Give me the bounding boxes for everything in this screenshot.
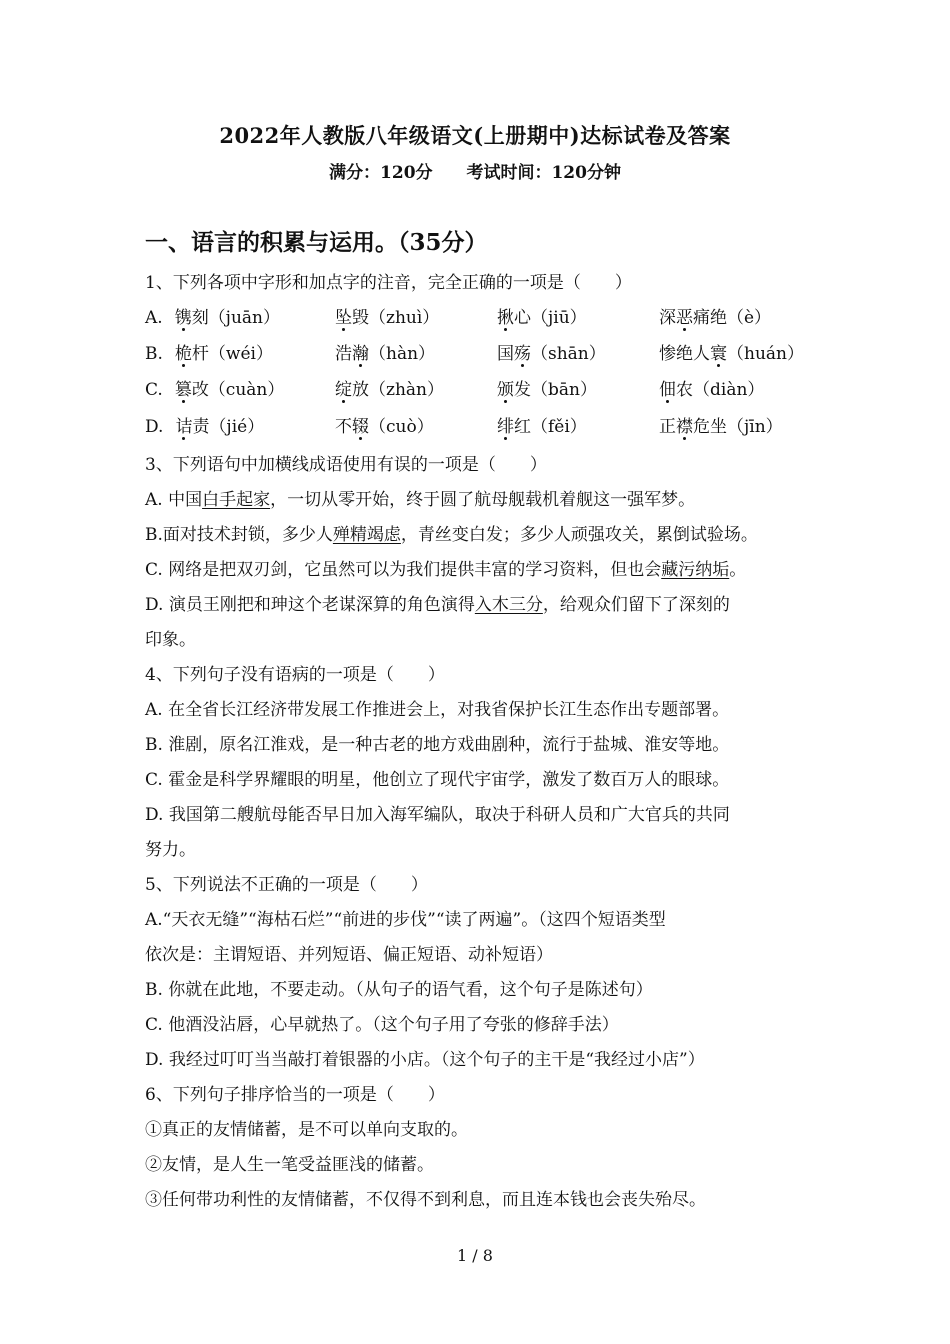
dotted-char: 颁 bbox=[497, 375, 514, 400]
option-text: 放（zhàn） bbox=[352, 380, 444, 400]
q1-option-item bbox=[497, 339, 659, 364]
option-text: 红（fěi） bbox=[514, 417, 587, 437]
exam-info bbox=[0, 158, 950, 183]
underlined-idiom: 殚精竭虑 bbox=[332, 525, 401, 545]
option-text: 深 bbox=[659, 308, 676, 328]
dotted-char: 绯 bbox=[497, 412, 514, 437]
dotted-char: 恶 bbox=[676, 303, 693, 328]
q1-option-item bbox=[335, 375, 497, 400]
dotted-char: 襟 bbox=[676, 412, 693, 437]
option-text: 毁（zhuì） bbox=[352, 308, 440, 328]
q4-option-a: A. 在全省长江经济带发展工作推进会上，对我省保护长江生态作出专题部署。 bbox=[145, 700, 730, 720]
q3-option-c: C. 网络是把双刃剑，它虽然可以为我们提供丰富的学习资料，但也会藏污纳垢。 bbox=[145, 560, 747, 580]
q6-stem: 6、下列句子排序恰当的一项是（ ） bbox=[145, 1085, 445, 1105]
q1-option-item bbox=[335, 303, 497, 328]
exam-title: 2022年人教版八年级语文(上册期中)达标试卷及答案 bbox=[219, 123, 731, 148]
option-text: 危坐（jīn） bbox=[693, 417, 783, 437]
q5-option-a-cont: 依次是：主谓短语、并列短语、偏正短语、动补短语） bbox=[145, 945, 553, 965]
option-text: 改（cuàn） bbox=[191, 380, 285, 400]
q1-option-item bbox=[659, 303, 821, 328]
q6-sentence-2: ②友情，是人生一笔受益匪浅的储蓄。 bbox=[145, 1155, 434, 1175]
q4-option-d: D. 我国第二艘航母能否早日加入海军编队，取决于科研人员和广大官兵的共同 bbox=[145, 805, 730, 825]
underlined-idiom: 入木三分 bbox=[474, 595, 543, 615]
underlined-idiom: 白手起家 bbox=[202, 490, 271, 510]
option-text: 国 bbox=[497, 344, 514, 364]
dotted-char: 桅 bbox=[175, 339, 192, 364]
dotted-char: 坠 bbox=[335, 303, 352, 328]
option-text: 发（bān） bbox=[514, 380, 597, 400]
q1-option-item bbox=[145, 375, 335, 400]
exam-time: 考试时间：120分钟 bbox=[466, 163, 621, 183]
option-text: （shān） bbox=[531, 344, 606, 364]
q4-option-b: B. 淮剧，原名江淮戏，是一种古老的地方戏曲剧种，流行于盐城、淮安等地。 bbox=[145, 735, 730, 755]
option-text: 心（jiū） bbox=[514, 308, 587, 328]
dotted-char: 镌 bbox=[175, 303, 192, 328]
option-text: （cuò） bbox=[369, 417, 434, 437]
q1-option-item bbox=[497, 303, 659, 328]
option-text: 责（jié） bbox=[192, 417, 265, 437]
q1-option-item bbox=[145, 339, 335, 364]
q5-stem: 5、下列说法不正确的一项是（ ） bbox=[145, 875, 428, 895]
q1-option-row bbox=[145, 303, 821, 328]
q1-option-row bbox=[145, 339, 821, 364]
q3-option-a: A. 中国白手起家，一切从零开始，终于圆了航母舰载机着舰这一强军梦。 bbox=[145, 490, 696, 510]
q5-option-a: A.“天衣无缝”“海枯石烂”“前进的步伐”“读了两遍”。（这四个短语类型 bbox=[145, 910, 666, 930]
option-letter: A. bbox=[145, 308, 163, 328]
dotted-char: 佃 bbox=[659, 375, 676, 400]
q6-sentence-1: ①真正的友情储蓄，是不可以单向支取的。 bbox=[145, 1120, 468, 1140]
q1-option-item bbox=[335, 412, 497, 437]
option-text: 不 bbox=[335, 417, 352, 437]
dotted-char: 绽 bbox=[335, 375, 352, 400]
dotted-char: 篡 bbox=[175, 375, 192, 400]
q1-option-item bbox=[145, 412, 335, 437]
q1-option-item bbox=[497, 412, 659, 437]
q1-option-item bbox=[659, 412, 821, 437]
dotted-char: 寰 bbox=[710, 339, 727, 364]
q3-option-d: D. 演员王刚把和珅这个老谋深算的角色演得入木三分，给观众们留下了深刻的 bbox=[145, 595, 730, 615]
dotted-char: 辍 bbox=[352, 412, 369, 437]
option-letter: C. bbox=[145, 380, 163, 400]
option-text: 惨绝人 bbox=[659, 344, 710, 364]
q1-option-item bbox=[335, 339, 497, 364]
q1-option-item bbox=[659, 339, 821, 364]
q1-option-item bbox=[497, 375, 659, 400]
q1-option-row bbox=[145, 375, 821, 400]
option-letter: B. bbox=[145, 344, 163, 364]
q4-option-d-cont: 努力。 bbox=[145, 840, 196, 860]
q5-option-c: C. 他酒没沾唇，心早就热了。（这个句子用了夸张的修辞手法） bbox=[145, 1015, 619, 1035]
q3-option-d-cont: 印象。 bbox=[145, 630, 196, 650]
dotted-char: 殇 bbox=[514, 339, 531, 364]
q5-option-d: D. 我经过叮叮当当敲打着银器的小店。（这个句子的主干是“我经过小店”） bbox=[145, 1050, 705, 1070]
option-text: 浩 bbox=[335, 344, 352, 364]
option-text: 痛绝（è） bbox=[693, 308, 772, 328]
q1-option-row bbox=[145, 412, 821, 437]
full-score: 满分：120分 bbox=[329, 163, 433, 183]
option-text: 农（diàn） bbox=[676, 380, 765, 400]
underlined-idiom: 藏污纳垢 bbox=[661, 560, 730, 580]
q1-option-item bbox=[659, 375, 821, 400]
option-text: （huán） bbox=[727, 344, 804, 364]
option-text: （hàn） bbox=[369, 344, 436, 364]
option-letter: D. bbox=[145, 417, 164, 437]
q3-option-b: B.面对技术封锁，多少人殚精竭虑，青丝变白发；多少人顽强攻关，累倒试验场。 bbox=[145, 525, 758, 545]
option-text: 刻（juān） bbox=[191, 308, 280, 328]
section-heading: 一、语言的积累与运用。（35分） bbox=[145, 229, 488, 256]
q6-sentence-3: ③任何带功利性的友情储蓄，不仅得不到利息，而且连本钱也会丧失殆尽。 bbox=[145, 1190, 706, 1210]
q1-option-item bbox=[145, 303, 335, 328]
q4-stem: 4、下列句子没有语病的一项是（ ） bbox=[145, 665, 445, 685]
q1-stem: 1、下列各项中字形和加点字的注音，完全正确的一项是（ ） bbox=[145, 273, 632, 293]
page-number: 1 / 8 bbox=[457, 1246, 493, 1265]
dotted-char: 瀚 bbox=[352, 339, 369, 364]
option-text: 杆（wéi） bbox=[191, 344, 273, 364]
q5-option-b: B. 你就在此地，不要走动。（从句子的语气看，这个句子是陈述句） bbox=[145, 980, 653, 1000]
q4-option-c: C. 霍金是科学界耀眼的明星，他创立了现代宇宙学，激发了数百万人的眼球。 bbox=[145, 770, 730, 790]
option-text: 正 bbox=[659, 417, 676, 437]
dotted-char: 揪 bbox=[497, 303, 514, 328]
dotted-char: 诘 bbox=[175, 412, 192, 437]
q3-stem: 3、下列语句中加横线成语使用有误的一项是（ ） bbox=[145, 455, 547, 475]
